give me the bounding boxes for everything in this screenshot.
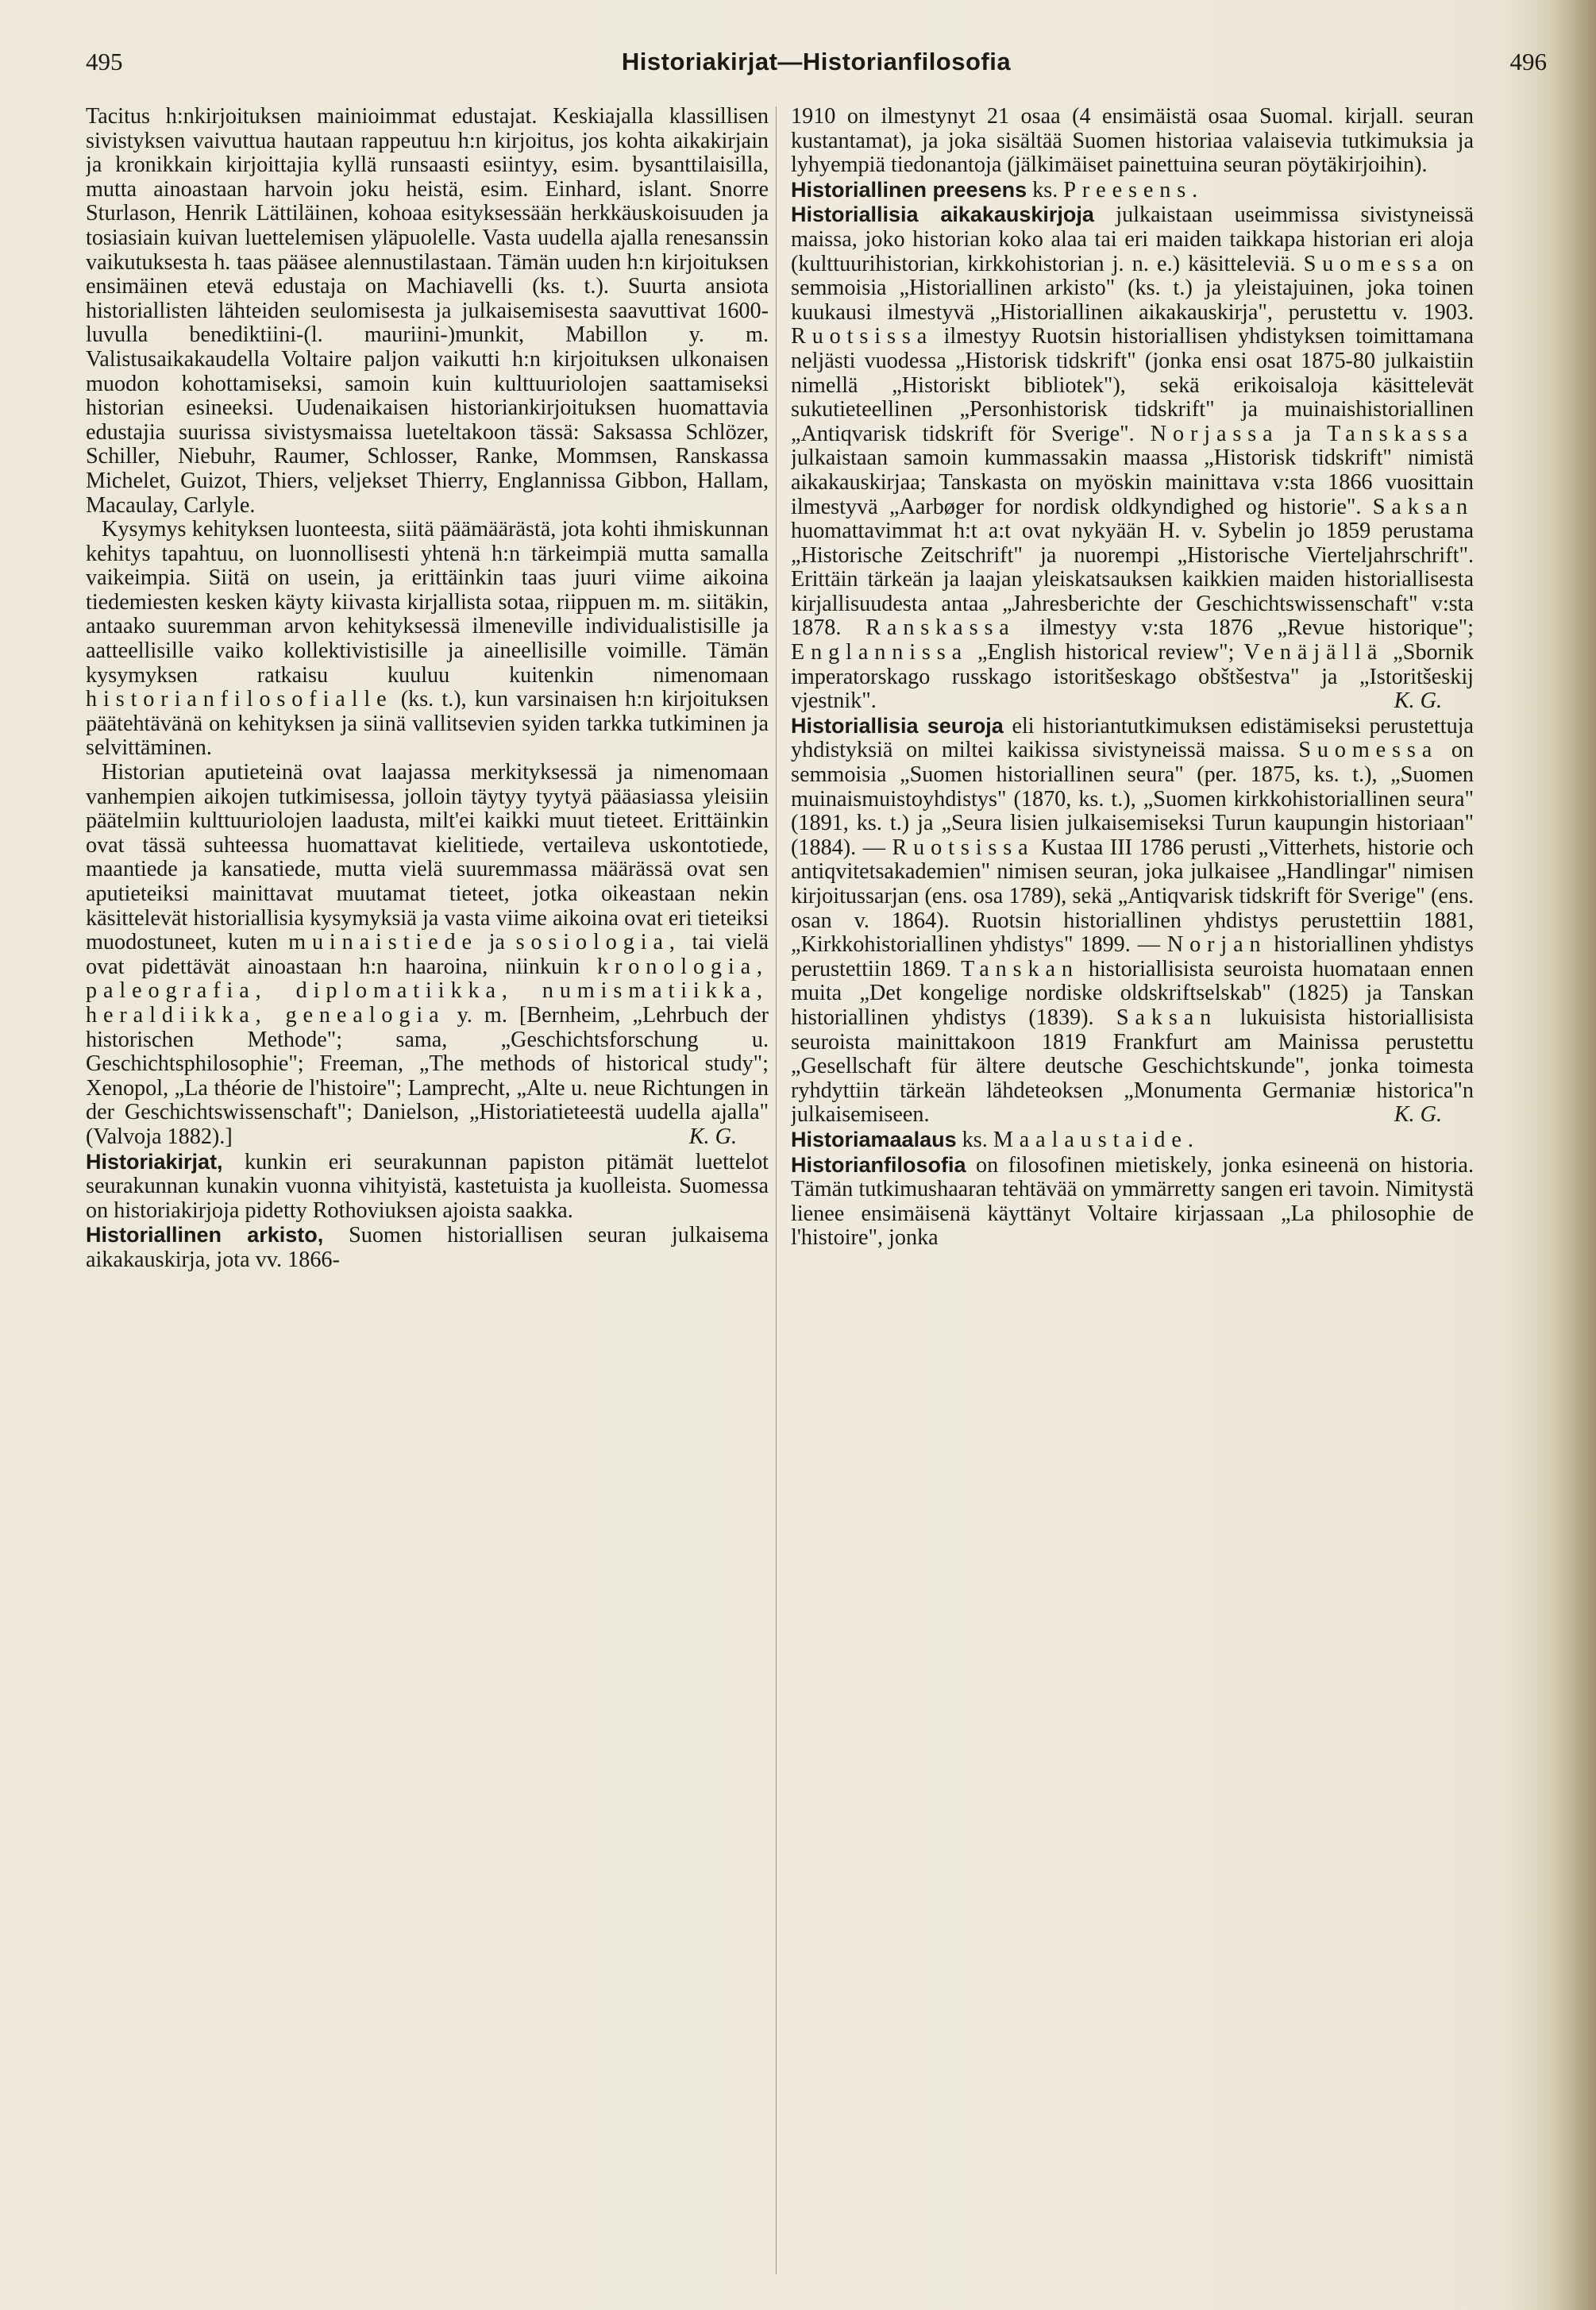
spaced-term: Ruotsissa (892, 835, 1035, 860)
running-title: Historiakirjat—Historianfilosofia (621, 48, 1012, 75)
entry-headword: Historiakirjat, (86, 1149, 223, 1174)
spaced-term: Englannissa (791, 640, 969, 665)
entry-text: Kustaa III 1786 perusti „Vitterhets, historie och antiqvitetsakademien" nimisen seuran, joka julkaisee „Handlingar" nimisen kirjoitussarjan (ens. osa 1789), sekä „Antiqvarisk tidskrift för Sverige" (ens. osan v. 1864). Ruotsin historiallinen yhdistys perustettiin 1881, „Kirkkohistoriallinen yhdistys" 1899. — (791, 835, 1474, 958)
entry-text: ilmestyy Ruotsin historiallisen yhdistyksen toimittamana neljästi vuodessa „Historisk tidskrift" (jonka ensi osat 1875-80 julkaistiin nimellä „Historiskt bibliotek"), sekä erikoisaloja käsittelevät sukutieteellinen „Personhistorisk tidskrift" ja muinaishistoriallinen „Antiqvarisk tidskrift för Sverige". (791, 324, 1474, 446)
entry-text: ks. (1032, 177, 1058, 202)
spaced-term: historianfilosofialle (86, 687, 393, 712)
spaced-term: Venäjällä (1243, 640, 1384, 665)
entry-text: julkaistaan useimmissa sivistyneissä maissa, joko historian koko alaa tai eri maiden taikkapa historian eri aloja (kulttuurihistorian, kirkkohistorian j. n. e.) käsitteleviä. (791, 202, 1474, 276)
dictionary-entry (791, 178, 1474, 203)
paragraph (86, 105, 769, 518)
dictionary-entry (86, 1150, 769, 1224)
paragraph (791, 105, 1474, 178)
entry-text: eli historiantutkimuksen edistämiseksi perustettuja yhdistyksiä on miltei kaikissa sivistyneissä maissa. (791, 713, 1474, 763)
spaced-term: kronologia, paleografia, diplomatiikka, numismatiikka, heraldiikka, genealogia (86, 954, 769, 1028)
spaced-term: sosiologia, (515, 930, 681, 955)
entry-text: historiallisista seuroista huomataan ennen muita „Det kongelige nordiske oldskriftselskab" (1825) ja Tanskan historiallinen yhdistys (1839). (791, 956, 1474, 1030)
spaced-term: Norjassa (1150, 421, 1279, 446)
spaced-term: Saksan (1372, 494, 1474, 519)
entry-headword: Historiallinen preesens (791, 177, 1027, 202)
entry-text: ks. (962, 1127, 988, 1152)
author-signature: K. G. (1394, 1102, 1442, 1128)
dictionary-entry (86, 1223, 769, 1272)
spaced-term: Suomessa (1298, 738, 1439, 763)
entry-text: historiallinen yhdistys perustettiin 1869. (791, 932, 1474, 981)
entry-text: lukuisista historiallisista seuroista mainittakoon 1819 Frankfurt am Mainissa perustettu „Gesellschaft für ältere deutsche Geschichtskunde", jonka toimesta ryhdyttiin tärkeän lähdeteoksen „Monumenta Germaniæ historica"n julkaisemiseen. (791, 1005, 1474, 1128)
entry-headword: Historiallisia seuroja (791, 713, 1004, 738)
paragraph-text: (ks. t.), kun varsinaisen h:n kirjoituksen päätehtävänä on kehityksen ja siinä vallitsevien syiden tarkka tutkiminen ja selvittäminen. (86, 687, 769, 761)
entry-text: huomattavimmat h:t a:t ovat nykyään H. v. Sybelin jo 1859 perustama „Historische Zeitschrift" ja nuorempi „Historische Vierteljahrschrift". Erittäin tärkeän ja laajan yleiskatsauksen kaikkien maiden historiallisesta kirjallisuudesta antaa „Jahresberichte der Geschichtswissenschaft" v:sta 1878. (791, 519, 1474, 641)
entry-headword: Historianfilosofia (791, 1152, 966, 1177)
entry-text: ilmestyy v:sta 1876 „Revue historique"; (1039, 615, 1474, 641)
entry-headword: Historiamaalaus (791, 1127, 957, 1151)
book-spine-shadow (1550, 0, 1596, 2310)
paragraph-text: 1910 on ilmestynyt 21 osaa (4 ensimäistä osaa Suomal. kirjall. seuran kustantamat), ja joka sisältää Suomen historiaa valaisevia tutkimuksia ja lyhyempiä tiedonantoja (jälkimäiset painettuina seuran pöytäkirjoihin). (791, 105, 1474, 178)
entry-text: on filosofinen mietiskely, jonka esineenä on historia. Tämän tutkimushaaran tehtävää on ymmärretty sangen eri tavoin. Nimitystä lienee ensimäisenä käyttänyt Voltaire kirjassaan „La philosophie de l'histoire", jonka (791, 1152, 1474, 1251)
spaced-term: Tanskassa (1327, 421, 1474, 446)
paragraph-text: Kysymys kehityksen luonteesta, siitä päämäärästä, jota kohti ihmiskunnan kehitys tapahtuu, on luonnollisesti yhtenä h:n tärkeimpiä mutta samalla vaikeimpia. Siitä on usein, ja erittäinkin taas juuri viime aikoina tiedemiesten kesken käyty kiivasta kirjallista sotaa, riippuen m. m. siitäkin, antaako suuremman arvon kehityksessä ilmeneville individualistisille ja aatteellisille vaiko kollektivistisille ja aineellisille voimille. Tämän kysymyksen ratkaisu kuuluu kuitenkin nimenomaan (86, 517, 769, 688)
entry-text: on semmoisia „Historiallinen arkisto" (ks. t.) ja yleistajuinen, joka toinen kuukausi ilmestyvä „Historiallinen aikakauskirja", perustettu v. 1903. (791, 251, 1474, 325)
paragraph-text: y. m. [Bernheim, „Lehrbuch der historischen Methode"; sama, „Geschichtsforschung u. Geschichtsphilosophie"; Freeman, „The methods of historical study"; Xenopol, „La théorie de l'histoire"; Lamprecht, „Alte u. neue Richtungen in der Geschichtswissenschaft"; Danielson, „Historiatieteestä uudella ajalla" (Valvoja 1882).] (86, 1002, 769, 1149)
spaced-term: Norjan (1166, 932, 1267, 958)
paragraph-text: Tacitus h:nkirjoituksen mainioimmat edustajat. Keskiajalla klassillisen sivistyksen vaivuttua hautaan rappeutuu h:n kirjoitus, jos kohta aikakirjain ja kronikkain kirjoittajia kyllä runsaasti esiintyy, esim. bysanttilaisilla, mutta ainoastaan harvoin joku heistä, esim. Einhard, islant. Snorre Sturlason, Henrik Lättiläinen, kohoaa esityksessään herkkäuskoisuuden ja tosiasiain kuivan luettelemisen yläpuolelle. Vasta uudella ajalla renesanssin vaikutuksesta h. taas pääsee alennustilastaan. Tämän uuden h:n kirjoituksen ensimäinen etevä edustaja on Machiavelli (ks. t.). Suurta ansiota historiallisten lähteiden seulomisesta ja julkaisemisesta saavuttivat 1600-luvulla benediktiini-(l. mauriini-)munkit, Mabillon y. m. Valistusaikakaudella Voltaire paljon vaikutti h:n kirjoituksen ulkonaisen muodon kohottamiseksi, samoin kuin kulttuuriolojen saattamiseksi historian esineeksi. Uudenaikaisen historiankirjoituksen huomattavia edustajia suurissa sivistysmaissa lueteltakoon tässä: Saksassa Schlözer, Schiller, Niebuhr, Raumer, Schlosser, Ranke, Mommsen, Ranskassa Michelet, Guizot, Thiers, veljekset Thierry, Englannissa Gibbon, Hallam, Macaulay, Carlyle. (86, 105, 769, 518)
page-number-right: 496 (1509, 48, 1547, 75)
cross-reference: Maalaustaide. (993, 1127, 1200, 1152)
column-divider (776, 106, 777, 2274)
spaced-term: Ruotsissa (791, 324, 934, 349)
entry-text: Suomen historiallisen seuran julkaisema aikakauskirja, jota vv. 1866- (86, 1223, 769, 1272)
entry-text: „Sbornik imperatorskago russkago istoritšeskago obštšestva" ja „Istoritšeskij vjestnik". (791, 640, 1474, 714)
entry-headword: Historiallisia aikakauskirjoja (791, 202, 1094, 227)
entry-text: julkaistaan samoin kummassakin maassa „Historisk tidskrift" nimistä aikakauskirjaa; Tanskasta on myöskin mainittava v:sta 1866 vuosittain ilmestyvä „Aarbøger for nordisk oldkyndighed og historie". (791, 445, 1474, 519)
entry-text: „English historical review"; (977, 640, 1235, 665)
paragraph-text: tai vielä ovat pidettävät ainoastaan h:n haaroina, niinkuin (86, 930, 769, 979)
page-header (86, 48, 1547, 87)
author-signature: K. G. (688, 1124, 737, 1149)
dictionary-entry (791, 1153, 1474, 1251)
right-column (791, 105, 1474, 2281)
spaced-term: Suomessa (1303, 251, 1444, 276)
entry-headword: Historiallinen arkisto, (86, 1223, 324, 1248)
author-signature: K. G. (1394, 688, 1442, 714)
spaced-term: muinaistiede (288, 930, 478, 955)
paragraph (86, 761, 769, 1150)
dictionary-entry (791, 202, 1474, 713)
spaced-term: Ranskassa (865, 615, 1016, 641)
paragraph (86, 518, 769, 761)
paragraph-text: ja (488, 930, 505, 955)
dictionary-entry (791, 1128, 1474, 1153)
left-column (86, 105, 769, 2281)
spaced-term: Saksan (1116, 1005, 1218, 1030)
page-number-left: 495 (86, 48, 123, 75)
dictionary-entry (791, 714, 1474, 1128)
spaced-term: Tanskan (961, 956, 1079, 981)
entry-text: on semmoisia „Suomen historiallinen seura" (per. 1875, ks. t.), „Suomen muinaismuistoyhdistys" (1870, ks. t.), „Suomen kirkkohistoriallinen seura" (1891, ks. t.) ja „Seura lisien julkaisemiseksi Turun kaupungin historiaan" (1884). — (791, 738, 1474, 860)
entry-text: ja (1294, 421, 1311, 446)
entry-text: kunkin eri seurakunnan papiston pitämät luettelot seurakunnan kunakin vuonna vihityistä, kastetuista ja kuolleista. Suomessa on historiakirjoja pidetty Rothoviuksen ajoista saakka. (86, 1149, 769, 1223)
paragraph-text: Historian aputieteinä ovat laajassa merkityksessä ja nimenomaan vanhempien aikojen tutkimisessa, jolloin täytyy tyytyä pääasiassa yleisiin päätelmiin kulttuuriolojen laadusta, milt'ei kaikki muut tieteet. Erittäinkin ovat tässä suhteessa huomattavat kielitiede, vertaileva uskontotiede, maantiede ja kansatiede, mutta vielä suuremmassa määrässä ovat sen aputieteiksi mainittavat muutamat tieteet, jotka oikeastaan nekin käsittelevät historiallisia kysymyksiä ja vasta viime aikoina ovat eri tieteiksi muodostuneet, kuten (86, 760, 769, 955)
cross-reference: Preesens. (1063, 177, 1205, 202)
